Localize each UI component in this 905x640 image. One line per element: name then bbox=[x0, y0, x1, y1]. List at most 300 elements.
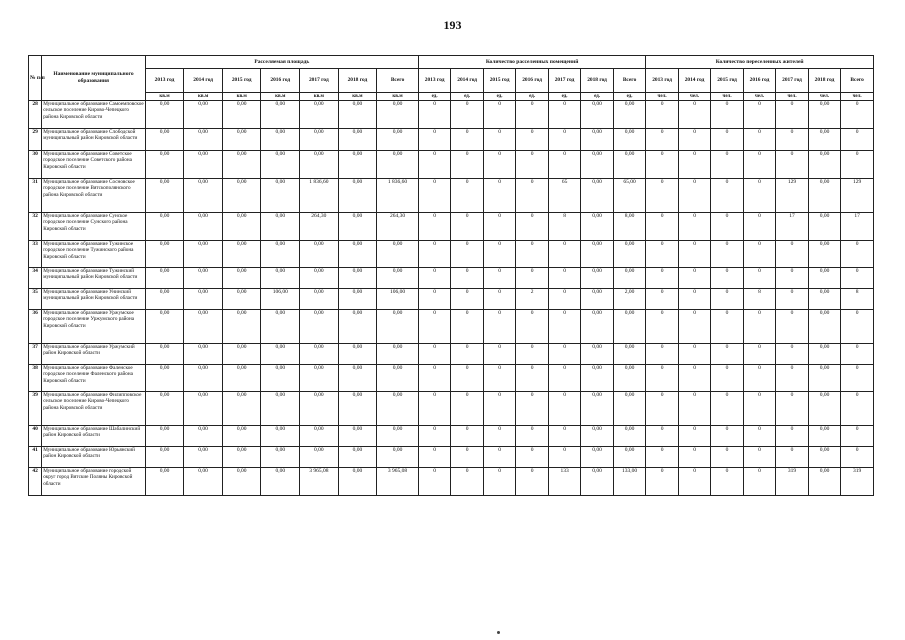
header-unit: ед. bbox=[581, 93, 613, 101]
area-value: 0,00 bbox=[338, 213, 377, 241]
rooms-value: 0 bbox=[548, 268, 580, 289]
area-value: 0,00 bbox=[377, 392, 419, 426]
rooms-value: 65,00 bbox=[613, 179, 646, 213]
area-value: 0,00 bbox=[145, 392, 184, 426]
area-value: 0,00 bbox=[300, 289, 339, 310]
people-value: 0 bbox=[841, 426, 874, 447]
rooms-value: 0 bbox=[516, 447, 548, 468]
people-value: 0,00 bbox=[808, 151, 840, 179]
header-year: 2015 год bbox=[222, 69, 261, 93]
area-value: 264,30 bbox=[300, 213, 339, 241]
rooms-value: 0,00 bbox=[613, 101, 646, 129]
people-value: 0 bbox=[743, 179, 775, 213]
rooms-value: 0,00 bbox=[581, 289, 613, 310]
header-year: Всего bbox=[841, 69, 874, 93]
people-value: 0 bbox=[743, 268, 775, 289]
municipality-name: Муниципальное образование Слободской муниципальный район Кировской области bbox=[42, 129, 146, 151]
people-value: 0 bbox=[678, 101, 710, 129]
area-value: 0,00 bbox=[338, 344, 377, 365]
area-value: 0,00 bbox=[222, 289, 261, 310]
area-value: 0,00 bbox=[338, 268, 377, 289]
rooms-value: 0,00 bbox=[613, 426, 646, 447]
people-value: 0 bbox=[841, 268, 874, 289]
people-value: 0 bbox=[776, 129, 808, 151]
rooms-value: 0 bbox=[483, 129, 515, 151]
table-row bbox=[29, 426, 874, 447]
rooms-value: 0 bbox=[418, 468, 450, 496]
area-value: 0,00 bbox=[261, 365, 300, 392]
municipality-name: Муниципальное образование Унинский муниципальный район Кировской области bbox=[42, 289, 146, 310]
rooms-value: 0,00 bbox=[581, 241, 613, 268]
people-value: 0 bbox=[776, 241, 808, 268]
people-value: 0,00 bbox=[808, 426, 840, 447]
header-year: 2018 год bbox=[808, 69, 840, 93]
rooms-value: 0,00 bbox=[581, 129, 613, 151]
rooms-value: 0 bbox=[451, 101, 483, 129]
rooms-value: 0,00 bbox=[581, 365, 613, 392]
people-value: 0 bbox=[711, 426, 743, 447]
rooms-value: 0,00 bbox=[613, 344, 646, 365]
rooms-value: 0 bbox=[548, 289, 580, 310]
people-value: 0 bbox=[841, 241, 874, 268]
area-value: 0,00 bbox=[184, 268, 223, 289]
people-value: 0 bbox=[841, 447, 874, 468]
rooms-value: 0 bbox=[548, 101, 580, 129]
table-row bbox=[29, 447, 874, 468]
area-value: 0,00 bbox=[338, 447, 377, 468]
people-value: 0 bbox=[646, 289, 678, 310]
row-number: 34 bbox=[29, 268, 42, 289]
people-value: 0 bbox=[743, 447, 775, 468]
people-value: 0 bbox=[646, 365, 678, 392]
scan-dot bbox=[497, 631, 500, 634]
rooms-value: 0,00 bbox=[581, 426, 613, 447]
area-value: 0,00 bbox=[377, 365, 419, 392]
header-year: 2017 год bbox=[776, 69, 808, 93]
area-value: 0,00 bbox=[338, 310, 377, 344]
rooms-value: 0 bbox=[451, 151, 483, 179]
area-value: 0,00 bbox=[261, 151, 300, 179]
municipality-name: Муниципальное образование Тужинское городское поселение Тужинского района Кировской области bbox=[42, 241, 146, 268]
area-value: 0,00 bbox=[222, 179, 261, 213]
area-value: 1 836,60 bbox=[300, 179, 339, 213]
people-value: 0 bbox=[678, 426, 710, 447]
area-value: 0,00 bbox=[184, 179, 223, 213]
header-unit: чел. bbox=[743, 93, 775, 101]
people-value: 0 bbox=[711, 447, 743, 468]
rooms-value: 0 bbox=[483, 310, 515, 344]
rooms-value: 0 bbox=[451, 310, 483, 344]
area-value: 0,00 bbox=[261, 241, 300, 268]
area-value: 0,00 bbox=[338, 101, 377, 129]
people-value: 0 bbox=[743, 129, 775, 151]
people-value: 0 bbox=[743, 426, 775, 447]
municipality-name: Муниципальное образование Уржумский район Кировской области bbox=[42, 344, 146, 365]
rooms-value: 0 bbox=[548, 129, 580, 151]
header-unit: кв.м bbox=[300, 93, 339, 101]
row-number: 37 bbox=[29, 344, 42, 365]
people-value: 0 bbox=[711, 468, 743, 496]
area-value: 0,00 bbox=[184, 468, 223, 496]
rooms-value: 0 bbox=[451, 392, 483, 426]
header-unit: кв.м bbox=[261, 93, 300, 101]
people-value: 0 bbox=[646, 310, 678, 344]
area-value: 0,00 bbox=[145, 447, 184, 468]
area-value: 0,00 bbox=[145, 268, 184, 289]
header-unit: чел. bbox=[808, 93, 840, 101]
rooms-value: 0,00 bbox=[613, 268, 646, 289]
rooms-value: 0,00 bbox=[581, 179, 613, 213]
people-value: 0 bbox=[711, 179, 743, 213]
table-row bbox=[29, 268, 874, 289]
row-number: 30 bbox=[29, 151, 42, 179]
header-year: 2013 год bbox=[145, 69, 184, 93]
area-value: 0,00 bbox=[261, 468, 300, 496]
area-value: 0,00 bbox=[145, 179, 184, 213]
people-value: 0 bbox=[678, 468, 710, 496]
rooms-value: 0 bbox=[548, 344, 580, 365]
people-value: 0 bbox=[711, 241, 743, 268]
people-value: 0 bbox=[711, 213, 743, 241]
rooms-value: 0 bbox=[483, 151, 515, 179]
municipality-name: Муниципальное образование городской округ город Вятские Поляны Кировской области bbox=[42, 468, 146, 496]
area-value: 0,00 bbox=[184, 151, 223, 179]
table-row bbox=[29, 310, 874, 344]
rooms-value: 0 bbox=[483, 289, 515, 310]
area-value: 0,00 bbox=[338, 289, 377, 310]
people-value: 0 bbox=[776, 151, 808, 179]
rooms-value: 0,00 bbox=[613, 241, 646, 268]
rooms-value: 0 bbox=[451, 468, 483, 496]
table-row bbox=[29, 365, 874, 392]
people-value: 0 bbox=[678, 310, 710, 344]
people-value: 0 bbox=[711, 344, 743, 365]
area-value: 0,00 bbox=[338, 179, 377, 213]
rooms-value: 0 bbox=[516, 426, 548, 447]
municipality-name: Муниципальное образование Сунское городское поселение Сунского района Кировской области bbox=[42, 213, 146, 241]
rooms-value: 0 bbox=[516, 344, 548, 365]
rooms-value: 0 bbox=[418, 268, 450, 289]
table-row bbox=[29, 179, 874, 213]
rooms-value: 0,00 bbox=[581, 101, 613, 129]
municipality-name: Муниципальное образование Уржумское городское поселение Уржумского района Кировской области bbox=[42, 310, 146, 344]
rooms-value: 0 bbox=[516, 468, 548, 496]
rooms-value: 0 bbox=[516, 241, 548, 268]
rooms-value: 0 bbox=[418, 426, 450, 447]
row-number: 39 bbox=[29, 392, 42, 426]
rooms-value: 0 bbox=[451, 344, 483, 365]
header-year: 2017 год bbox=[300, 69, 339, 93]
area-value: 0,00 bbox=[300, 447, 339, 468]
rooms-value: 0 bbox=[418, 129, 450, 151]
rooms-value: 0 bbox=[418, 365, 450, 392]
area-value: 0,00 bbox=[222, 129, 261, 151]
people-value: 0 bbox=[646, 241, 678, 268]
rooms-value: 0 bbox=[483, 392, 515, 426]
area-value: 0,00 bbox=[145, 213, 184, 241]
people-value: 0 bbox=[646, 447, 678, 468]
rooms-value: 0 bbox=[418, 213, 450, 241]
rooms-value: 8,00 bbox=[613, 213, 646, 241]
area-value: 0,00 bbox=[261, 213, 300, 241]
row-number: 28 bbox=[29, 101, 42, 129]
area-value: 0,00 bbox=[261, 129, 300, 151]
area-value: 0,00 bbox=[145, 468, 184, 496]
header-year: 2018 год bbox=[338, 69, 377, 93]
area-value: 0,00 bbox=[184, 129, 223, 151]
rooms-value: 0 bbox=[516, 213, 548, 241]
row-number: 33 bbox=[29, 241, 42, 268]
rooms-value: 0 bbox=[483, 344, 515, 365]
municipality-name: Муниципальное образование Советское городское поселение Советского района Кировской области bbox=[42, 151, 146, 179]
rooms-value: 0 bbox=[451, 447, 483, 468]
area-value: 0,00 bbox=[261, 310, 300, 344]
rooms-value: 0,00 bbox=[613, 447, 646, 468]
rooms-value: 0 bbox=[418, 310, 450, 344]
people-value: 0 bbox=[678, 179, 710, 213]
rooms-value: 0 bbox=[548, 365, 580, 392]
rooms-value: 0,00 bbox=[581, 213, 613, 241]
header-year: 2017 год bbox=[548, 69, 580, 93]
people-value: 0 bbox=[776, 289, 808, 310]
table-row bbox=[29, 392, 874, 426]
area-value: 0,00 bbox=[300, 101, 339, 129]
rooms-value: 0 bbox=[418, 241, 450, 268]
people-value: 0 bbox=[678, 392, 710, 426]
table-row bbox=[29, 101, 874, 129]
resettlement-table bbox=[28, 55, 874, 496]
people-value: 0 bbox=[711, 151, 743, 179]
area-value: 0,00 bbox=[145, 426, 184, 447]
people-value: 129 bbox=[841, 179, 874, 213]
rooms-value: 0,00 bbox=[581, 344, 613, 365]
rooms-value: 0 bbox=[548, 151, 580, 179]
people-value: 0 bbox=[841, 310, 874, 344]
header-unit: кв.м bbox=[338, 93, 377, 101]
table-row bbox=[29, 289, 874, 310]
area-value: 0,00 bbox=[184, 213, 223, 241]
header-year: 2014 год bbox=[678, 69, 710, 93]
people-value: 0 bbox=[711, 129, 743, 151]
area-value: 0,00 bbox=[222, 392, 261, 426]
rooms-value: 0 bbox=[418, 151, 450, 179]
people-value: 0 bbox=[743, 365, 775, 392]
people-value: 0 bbox=[743, 101, 775, 129]
rooms-value: 0 bbox=[418, 179, 450, 213]
header-unit: чел. bbox=[711, 93, 743, 101]
area-value: 0,00 bbox=[145, 129, 184, 151]
rooms-value: 65 bbox=[548, 179, 580, 213]
header-unit: кв.м bbox=[184, 93, 223, 101]
area-value: 0,00 bbox=[300, 310, 339, 344]
header-unit: ед. bbox=[613, 93, 646, 101]
area-value: 0,00 bbox=[300, 241, 339, 268]
header-year: 2014 год bbox=[184, 69, 223, 93]
people-value: 0 bbox=[743, 344, 775, 365]
people-value: 0 bbox=[711, 268, 743, 289]
table-row bbox=[29, 344, 874, 365]
people-value: 0 bbox=[711, 365, 743, 392]
header-unit: ед. bbox=[516, 93, 548, 101]
header-year: Всего bbox=[613, 69, 646, 93]
people-value: 0 bbox=[841, 101, 874, 129]
people-value: 0 bbox=[776, 447, 808, 468]
row-number: 40 bbox=[29, 426, 42, 447]
people-value: 319 bbox=[776, 468, 808, 496]
row-number: 35 bbox=[29, 289, 42, 310]
area-value: 0,00 bbox=[184, 365, 223, 392]
rooms-value: 0 bbox=[548, 447, 580, 468]
people-value: 0 bbox=[646, 179, 678, 213]
people-value: 0 bbox=[678, 129, 710, 151]
header-year: 2013 год bbox=[418, 69, 450, 93]
area-value: 0,00 bbox=[377, 447, 419, 468]
area-value: 0,00 bbox=[145, 344, 184, 365]
area-value: 0,00 bbox=[222, 213, 261, 241]
header-num: № п/п bbox=[29, 56, 42, 101]
rooms-value: 0 bbox=[483, 179, 515, 213]
people-value: 0 bbox=[711, 101, 743, 129]
rooms-value: 0 bbox=[451, 289, 483, 310]
rooms-value: 0,00 bbox=[613, 365, 646, 392]
people-value: 0 bbox=[646, 268, 678, 289]
rooms-value: 0 bbox=[451, 129, 483, 151]
area-value: 0,00 bbox=[377, 151, 419, 179]
rooms-value: 0,00 bbox=[613, 310, 646, 344]
header-unit: ед. bbox=[548, 93, 580, 101]
area-value: 0,00 bbox=[261, 344, 300, 365]
area-value: 0,00 bbox=[184, 241, 223, 268]
people-value: 0 bbox=[743, 392, 775, 426]
area-value: 0,00 bbox=[261, 179, 300, 213]
rooms-value: 0 bbox=[418, 344, 450, 365]
rooms-value: 0 bbox=[516, 392, 548, 426]
area-value: 0,00 bbox=[338, 426, 377, 447]
municipality-name: Муниципальное образование Самоемповское сельское поселение Кирово-Чепецкого района Кировской области bbox=[42, 101, 146, 129]
people-value: 0 bbox=[678, 241, 710, 268]
area-value: 264,30 bbox=[377, 213, 419, 241]
people-value: 0 bbox=[646, 101, 678, 129]
rooms-value: 0 bbox=[451, 241, 483, 268]
header-unit: ед. bbox=[483, 93, 515, 101]
people-value: 17 bbox=[841, 213, 874, 241]
people-value: 0,00 bbox=[808, 213, 840, 241]
area-value: 0,00 bbox=[338, 392, 377, 426]
rooms-value: 0 bbox=[483, 468, 515, 496]
rooms-value: 0 bbox=[516, 101, 548, 129]
area-value: 0,00 bbox=[145, 101, 184, 129]
area-value: 0,00 bbox=[377, 241, 419, 268]
people-value: 8 bbox=[841, 289, 874, 310]
people-value: 0 bbox=[678, 447, 710, 468]
rooms-value: 0,00 bbox=[613, 151, 646, 179]
municipality-name: Муниципальное образование Шабалинский район Кировской области bbox=[42, 426, 146, 447]
rooms-value: 0 bbox=[516, 310, 548, 344]
area-value: 0,00 bbox=[222, 426, 261, 447]
rooms-value: 0,00 bbox=[613, 129, 646, 151]
rooms-value: 0 bbox=[516, 129, 548, 151]
municipality-name: Муниципальное образование Юрьянский район Кировской области bbox=[42, 447, 146, 468]
people-value: 0 bbox=[646, 151, 678, 179]
area-value: 0,00 bbox=[300, 365, 339, 392]
rooms-value: 0 bbox=[483, 101, 515, 129]
people-value: 0 bbox=[743, 310, 775, 344]
area-value: 0,00 bbox=[145, 241, 184, 268]
area-value: 0,00 bbox=[377, 101, 419, 129]
people-value: 0,00 bbox=[808, 268, 840, 289]
area-value: 0,00 bbox=[222, 268, 261, 289]
area-value: 0,00 bbox=[184, 392, 223, 426]
people-value: 0 bbox=[776, 344, 808, 365]
rooms-value: 0,00 bbox=[613, 392, 646, 426]
rooms-value: 0 bbox=[418, 101, 450, 129]
people-value: 0,00 bbox=[808, 179, 840, 213]
area-value: 3 965,08 bbox=[377, 468, 419, 496]
area-value: 0,00 bbox=[300, 392, 339, 426]
rooms-value: 0 bbox=[483, 241, 515, 268]
people-value: 0 bbox=[743, 468, 775, 496]
header-unit: ед. bbox=[451, 93, 483, 101]
row-number: 41 bbox=[29, 447, 42, 468]
area-value: 0,00 bbox=[377, 310, 419, 344]
people-value: 0 bbox=[711, 289, 743, 310]
rooms-value: 0 bbox=[548, 310, 580, 344]
people-value: 0 bbox=[646, 426, 678, 447]
area-value: 0,00 bbox=[338, 241, 377, 268]
row-number: 36 bbox=[29, 310, 42, 344]
header-year: 2015 год bbox=[483, 69, 515, 93]
area-value: 0,00 bbox=[261, 268, 300, 289]
page-number: 193 bbox=[443, 18, 462, 32]
rooms-value: 0 bbox=[483, 268, 515, 289]
area-value: 1 836,60 bbox=[377, 179, 419, 213]
rooms-value: 0 bbox=[548, 392, 580, 426]
people-value: 0 bbox=[841, 129, 874, 151]
people-value: 319 bbox=[841, 468, 874, 496]
header-group-people: Количество переселенных жителей bbox=[646, 56, 874, 69]
header-group-rooms: Количество расселенных помещений bbox=[418, 56, 645, 69]
area-value: 0,00 bbox=[261, 101, 300, 129]
municipality-name: Муниципальное образование Тужинский муниципальный район Кировской области bbox=[42, 268, 146, 289]
rooms-value: 0,00 bbox=[581, 447, 613, 468]
header-unit: чел. bbox=[776, 93, 808, 101]
people-value: 0 bbox=[776, 268, 808, 289]
rooms-value: 8 bbox=[548, 213, 580, 241]
rooms-value: 0 bbox=[418, 289, 450, 310]
header-year: 2014 год bbox=[451, 69, 483, 93]
rooms-value: 0,00 bbox=[581, 310, 613, 344]
people-value: 0 bbox=[646, 344, 678, 365]
people-value: 0,00 bbox=[808, 392, 840, 426]
people-value: 0 bbox=[743, 213, 775, 241]
people-value: 0 bbox=[711, 310, 743, 344]
table-row bbox=[29, 241, 874, 268]
people-value: 0,00 bbox=[808, 289, 840, 310]
people-value: 0 bbox=[841, 365, 874, 392]
table-row bbox=[29, 468, 874, 496]
people-value: 8 bbox=[743, 289, 775, 310]
area-value: 0,00 bbox=[377, 344, 419, 365]
rooms-value: 0 bbox=[451, 179, 483, 213]
rooms-value: 0,00 bbox=[581, 392, 613, 426]
rooms-value: 0 bbox=[418, 447, 450, 468]
rooms-value: 0 bbox=[483, 447, 515, 468]
area-value: 3 965,08 bbox=[300, 468, 339, 496]
area-value: 0,00 bbox=[300, 344, 339, 365]
header-unit: кв.м bbox=[145, 93, 184, 101]
row-number: 42 bbox=[29, 468, 42, 496]
municipality-name: Муниципальное образование Фаленское городское поселение Фаленского района Кировской области bbox=[42, 365, 146, 392]
